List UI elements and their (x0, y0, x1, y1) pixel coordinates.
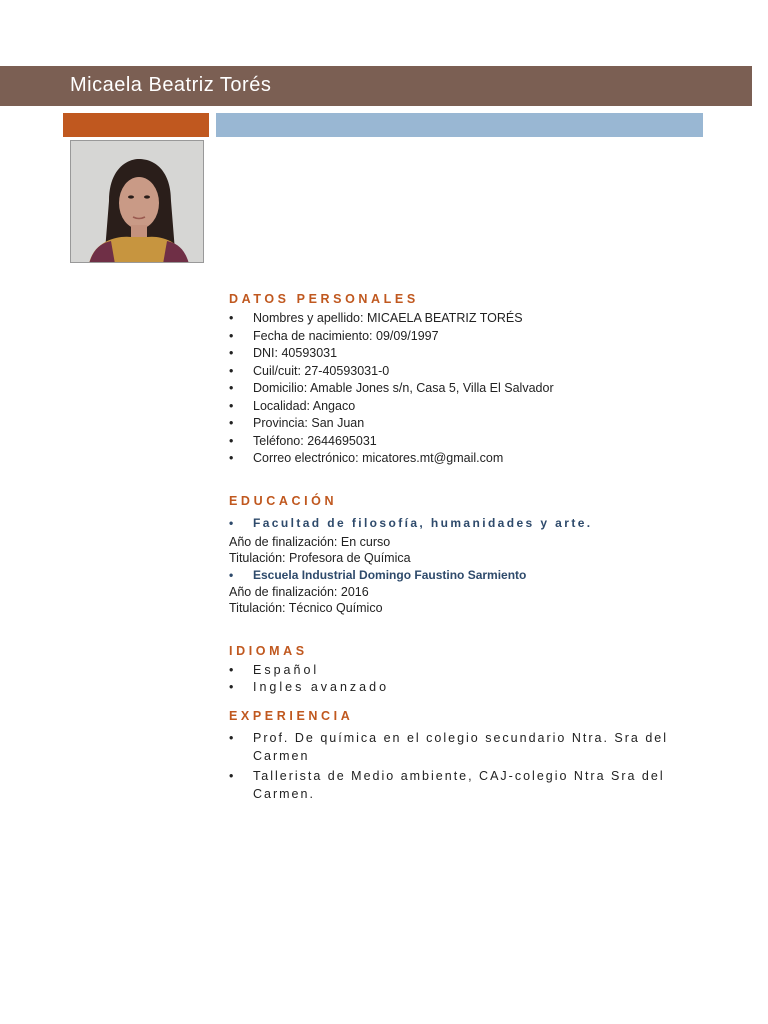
bullet-icon: • (229, 567, 234, 582)
bullet-icon: • (229, 381, 234, 395)
bullet-icon: • (229, 768, 236, 783)
section-title-experience: EXPERIENCIA (229, 708, 354, 723)
profile-photo (70, 140, 204, 263)
list-item: • Nombres y apellido: MICAELA BEATRIZ TORÉS (229, 310, 709, 328)
list-item: • Localidad: Angaco (229, 398, 709, 416)
list-item: • Español (229, 662, 709, 680)
portrait-image (71, 141, 204, 263)
education-institution: • Facultad de filosofía, humanidades y arte. (229, 515, 593, 530)
bullet-icon: • (229, 398, 234, 413)
bullet-icon: • (229, 515, 236, 530)
education-year: Año de finalización: 2016 (229, 584, 369, 599)
resume-content (229, 292, 709, 805)
education-year: Año de finalización: En curso (229, 534, 391, 549)
education-degree: Titulación: Técnico Químico (229, 600, 383, 615)
bullet-icon: • (229, 451, 234, 465)
education-institution: • Escuela Industrial Domingo Faustino Sarmiento (229, 567, 527, 582)
section-title-personal: DATOS PERSONALES (229, 292, 419, 306)
list-item: • Correo electrónico: micatores.mt@gmail.com (229, 450, 709, 468)
resume-name: Micaela Beatriz Torés (70, 74, 272, 96)
bullet-icon: • (229, 662, 237, 677)
bullet-icon: • (229, 416, 234, 430)
education-degree: Titulación: Profesora de Química (229, 550, 411, 565)
list-item: • Teléfono: 2644695031 (229, 433, 709, 451)
section-personal (229, 292, 709, 468)
section-experience (229, 709, 709, 803)
personal-list (229, 310, 709, 468)
list-item: • DNI: 40593031 (229, 345, 709, 363)
bullet-icon: • (229, 346, 234, 360)
experience-list (229, 729, 709, 803)
list-item: • Provincia: San Juan (229, 415, 709, 433)
accent-bar-orange (63, 113, 209, 137)
bullet-icon: • (229, 433, 234, 448)
bullet-icon: • (229, 730, 236, 745)
list-item: • Ingles avanzado (229, 679, 709, 697)
list-item: • Prof. De química en el colegio secundario Ntra. Sra del Carmen (229, 730, 669, 763)
section-education (229, 494, 709, 616)
bullet-icon: • (229, 328, 234, 343)
section-title-languages: IDIOMAS (229, 643, 308, 658)
bullet-icon: • (229, 311, 234, 325)
list-item: • Tallerista de Medio ambiente, CAJ-colegio Ntra Sra del Carmen. (229, 768, 665, 801)
list-item: • Cuil/cuit: 27-40593031-0 (229, 363, 709, 381)
bullet-icon: • (229, 363, 234, 378)
list-item: • Domicilio: Amable Jones s/n, Casa 5, Villa El Salvador (229, 380, 709, 398)
languages-list (229, 662, 709, 697)
accent-bar-blue (216, 113, 703, 137)
header-bar (0, 66, 752, 106)
list-item: • Fecha de nacimiento: 09/09/1997 (229, 328, 709, 346)
section-title-education: EDUCACIÓN (229, 493, 338, 508)
section-languages (229, 644, 709, 697)
bullet-icon: • (229, 680, 237, 694)
